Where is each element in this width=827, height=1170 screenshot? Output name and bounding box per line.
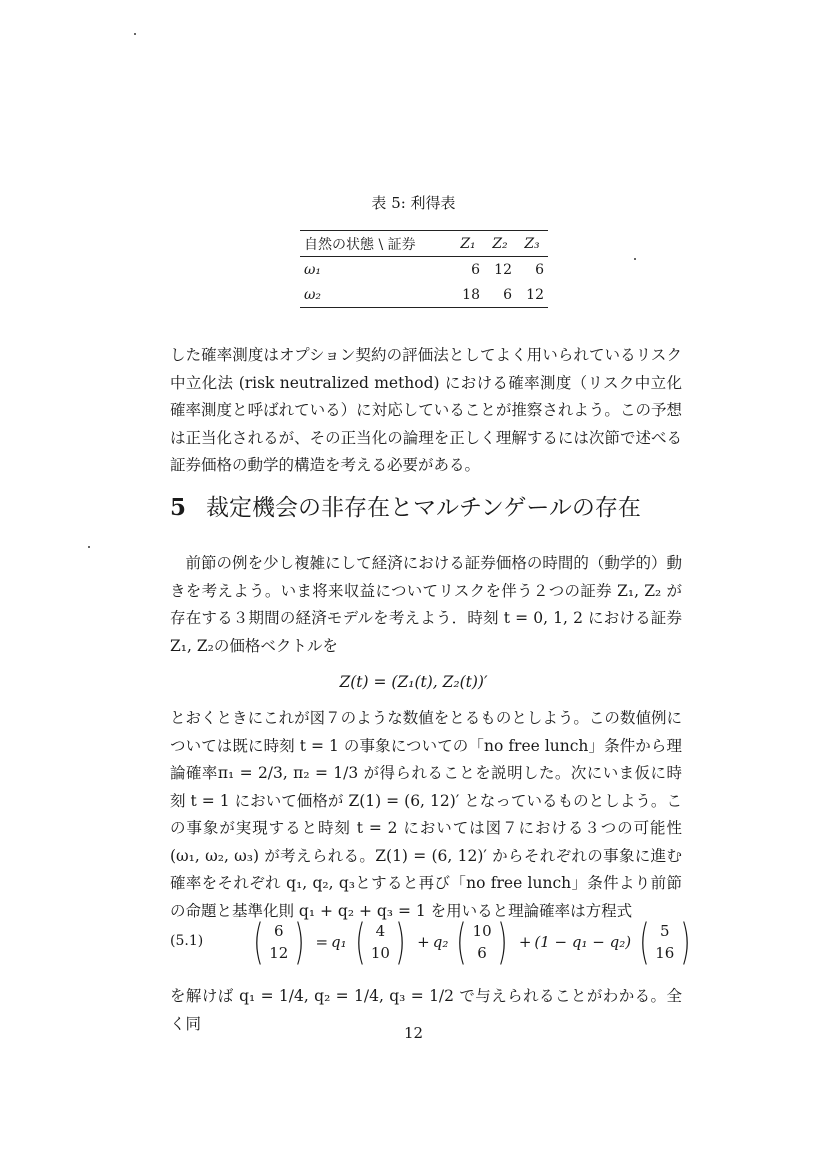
paragraph-model-intro: 前節の例を少し複雑にして経済における証券価格の時間的（動学的）動きを考えよう。いま将来収益についてリスクを伴う２つの証券 Z₁, Z₂ が存在する３期間の経済モデルを考えよう．時刻 t = 0, 1, 2 における証券 Z₁, Z₂の価格ベクトルを: [170, 554, 682, 655]
vector-v1: ( 4 10 ): [354, 914, 406, 970]
section-heading: [170, 489, 690, 522]
vector-entry: 6: [477, 944, 487, 962]
vector-entry: 10: [472, 922, 492, 940]
equation-5-1: [245, 912, 699, 972]
paragraph-solution: を解けば q₁ = 1/4, q₂ = 1/4, q₃ = 1/2 で与えられることがわかる。全く同: [170, 987, 682, 1033]
plus-sign: +: [417, 933, 430, 951]
vector-entry: 16: [655, 944, 675, 962]
table-cell: 6: [503, 286, 512, 303]
table-row: [300, 282, 548, 308]
scan-speck: [134, 33, 136, 35]
table-cell-state: ω₁: [304, 261, 322, 278]
scan-speck: [88, 546, 90, 548]
scan-speck: [634, 258, 636, 260]
page-number: 12: [403, 1024, 424, 1042]
table-cell-state: ω₂: [304, 286, 322, 303]
table-cell: 12: [494, 261, 512, 278]
paragraph-probabilities: とおくときにこれが図７のような数値をとるものとしよう。この数値例については既に時刻 t = 1 の事象についての「no free lunch」条件から理論確率π₁ = 2/3, π₂ = 1/3 が得られることを説明した。次にいま仮に時刻 t = 1 において価格が Z(1) = (6, 12)′ となっているものとしよう。この事象が実現すると時刻 t = 2 においては図７における３つの可能性 (ω₁, ω₂, ω₃) が考えられる。Z(1) = (6, 12)′ からそれぞれの事象に進む確率をそれぞれ q₁, q₂, q₃とすると再び「no free lunch」条件より前節の命題と基準化則 q₁ + q₂ + q₃ = 1 を用いると理論確率は方程式: [170, 709, 682, 920]
paragraph-risk-neutral: した確率測度はオプション契約の評価法としてよく用いられているリスク中立化法 (risk neutralized method) における確率測度（リスク中立化確率測度と呼ばれている）に対応していることが推察されよう。この予想は正当化されるが、その正当化の論理を正しく理解するには次節で述べる証券価格の動学的構造を考える必要がある。: [170, 346, 682, 474]
equals-sign: =: [315, 933, 329, 951]
coefficient-q1: q₁: [331, 933, 347, 951]
vector-v2: ( 10 6 ): [456, 914, 508, 970]
vector-v3: ( 5 16 ): [639, 914, 691, 970]
vector-entry: 10: [370, 944, 390, 962]
table-header-z1: Z₁: [460, 235, 476, 252]
table-caption: 表 5: 利得表: [371, 194, 456, 212]
table-header-state: 自然の状態 \ 証券: [304, 236, 416, 253]
vector-entry: 12: [269, 944, 289, 962]
vector-entry: 4: [375, 922, 386, 940]
vector-entry: 6: [273, 922, 284, 940]
vector-entry: 5: [660, 922, 670, 940]
equation-price-vector: Z(t) = (Z₁(t), Z₂(t))′: [339, 673, 488, 691]
table-header-z3: Z₃: [524, 235, 540, 252]
table-header-row: [300, 231, 548, 257]
section-title: 裁定機会の非存在とマルチンゲールの存在: [206, 495, 641, 521]
table-row: [300, 257, 548, 283]
table-cell: 6: [535, 261, 544, 278]
plus-sign: +: [518, 933, 532, 951]
vector-lhs: ( 6 12 ): [253, 914, 305, 970]
table-cell: 6: [471, 261, 480, 278]
table-cell: 12: [526, 286, 544, 303]
section-number: 5: [170, 494, 187, 521]
table-header-z2: Z₂: [492, 235, 508, 252]
table-cell: 18: [462, 286, 480, 303]
coefficient-q3: (1 − q₁ − q₂): [534, 933, 632, 951]
coefficient-q2: q₂: [432, 933, 449, 951]
payoff-table: [300, 230, 548, 308]
equation-number: (5.1): [170, 933, 204, 949]
